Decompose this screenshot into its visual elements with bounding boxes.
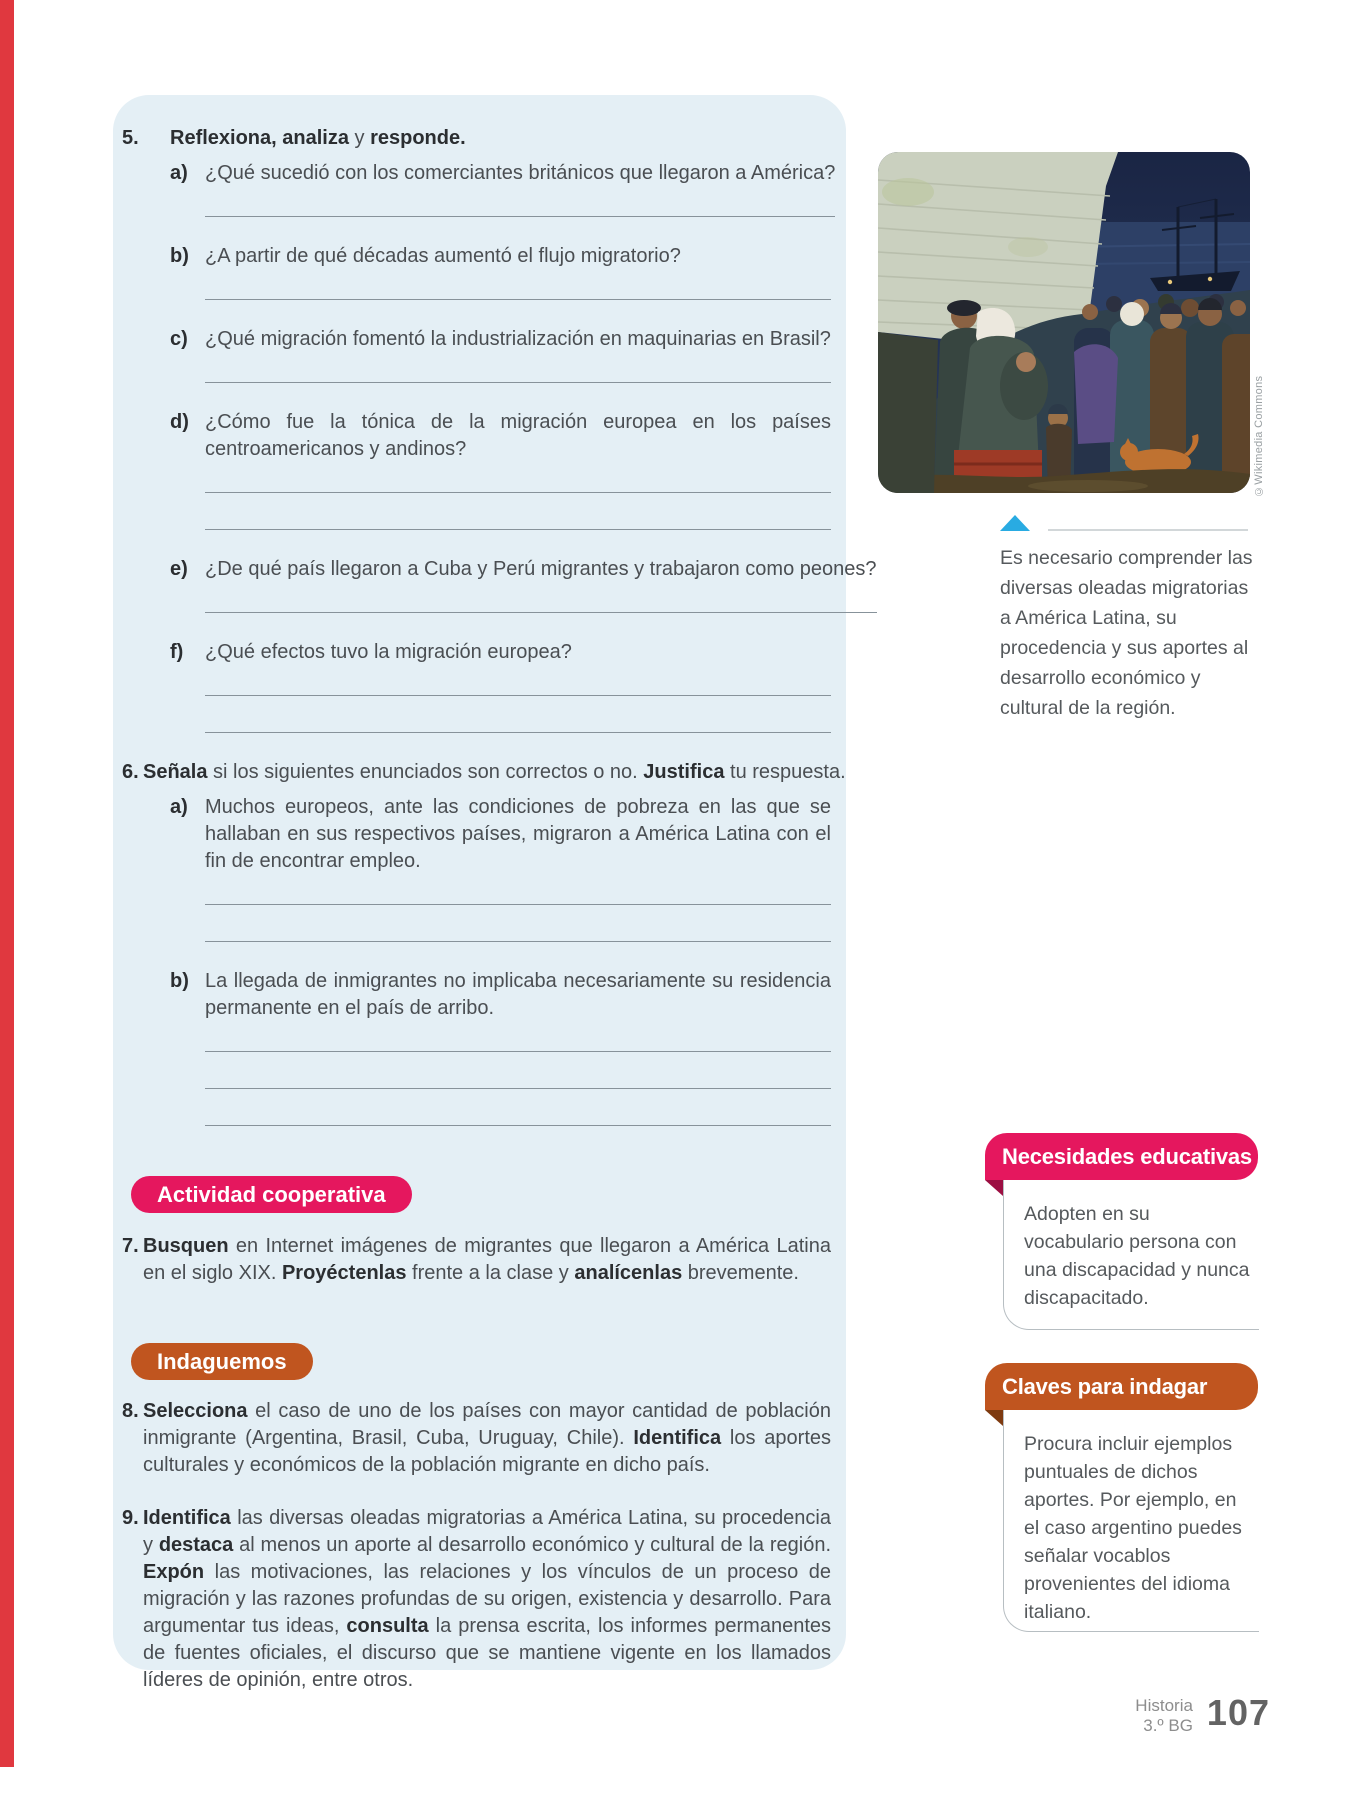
item-question: ¿De qué país llegaron a Cuba y Perú migrantes y trabajaron como peones? bbox=[205, 558, 877, 580]
keys-box-body: Procura incluir ejemplos puntuales de dichos aportes. Por ejemplo, en el caso argentino puedes señalar vocablos provenientes del idioma italiano. bbox=[1003, 1410, 1259, 1632]
answer-line bbox=[205, 583, 877, 613]
item-letter: b) bbox=[170, 245, 189, 267]
item-question: ¿Qué migración fomentó la industrialización en maquinarias en Brasil? bbox=[205, 328, 831, 350]
item-question: ¿Qué efectos tuvo la migración europea? bbox=[205, 641, 572, 663]
exercise-item bbox=[170, 794, 831, 942]
item-letter: b) bbox=[170, 970, 189, 992]
exercise-number: 8. bbox=[122, 1400, 139, 1422]
figure-credit: ©Wikimedia Commons bbox=[1253, 375, 1265, 497]
answer-line bbox=[205, 875, 831, 905]
exercise-item bbox=[170, 409, 831, 530]
item-letter: a) bbox=[170, 796, 188, 818]
exercise-6 bbox=[122, 759, 846, 786]
answer-line bbox=[205, 270, 831, 300]
page-edge-tab bbox=[0, 0, 14, 1767]
exercise-number: 5. bbox=[122, 127, 139, 149]
item-letter: d) bbox=[170, 411, 189, 433]
needs-box-header: Necesidades educativas bbox=[985, 1133, 1258, 1180]
exercise-item bbox=[170, 968, 831, 1126]
keys-box-header: Claves para indagar bbox=[985, 1363, 1258, 1410]
exercise-text: Busquen en Internet imágenes de migrantes que llegaron a América Latina en el siglo XIX. Proyéctenlas frente a la clase y analícenlas brevemente. bbox=[143, 1235, 831, 1284]
exercise-item bbox=[170, 556, 877, 613]
exercise-8 bbox=[122, 1398, 831, 1479]
item-statement: La llegada de inmigrantes no implicaba necesariamente su residencia permanente en el país de arribo. bbox=[205, 970, 831, 1019]
answer-line bbox=[205, 905, 831, 942]
needs-box-body: Adopten en su vocabulario persona con una discapacidad y nunca discapacitado. bbox=[1003, 1180, 1259, 1330]
exercise-number: 9. bbox=[122, 1507, 139, 1529]
answer-line bbox=[205, 463, 831, 493]
activities-panel bbox=[113, 95, 877, 1691]
answer-line bbox=[205, 353, 831, 383]
inquiry-badge: Indaguemos bbox=[131, 1343, 313, 1380]
exercise-item bbox=[170, 639, 831, 733]
exercise-title: Señala si los siguientes enunciados son correctos o no. Justifica tu respuesta. bbox=[143, 761, 846, 783]
exercise-item bbox=[170, 326, 831, 383]
answer-line bbox=[205, 1089, 831, 1126]
exercise-number: 7. bbox=[122, 1235, 139, 1257]
figure-caption: Es necesario comprender las diversas oleadas migratorias a América Latina, su procedencia y sus aportes al desarrollo económico y cultural de la región. bbox=[1000, 547, 1253, 719]
exercise-9 bbox=[122, 1505, 831, 1694]
answer-line bbox=[205, 493, 831, 530]
page-footer bbox=[1090, 1692, 1270, 1736]
item-letter: c) bbox=[170, 328, 188, 350]
footer-course-name: Historia bbox=[1135, 1696, 1193, 1715]
item-statement: Muchos europeos, ante las condiciones de pobreza en las que se hallaban en sus respectivos países, migraron a América Latina con el fin de encontrar empleo. bbox=[205, 796, 831, 872]
footer-grade: 3.º BG bbox=[1143, 1716, 1193, 1735]
exercise-text: Selecciona el caso de uno de los países con mayor cantidad de población inmigrante (Argentina, Brasil, Cuba, Uruguay, Chile). Identifica los aportes culturales y económicos de la población migrante en dicho país. bbox=[143, 1400, 831, 1476]
exercise-title: Reflexiona, analiza y responde. bbox=[170, 127, 466, 149]
keys-box-fold bbox=[985, 1410, 1003, 1426]
exercise-item bbox=[170, 243, 831, 300]
item-question: ¿Cómo fue la tónica de la migración europea en los países centroamericanos y andinos? bbox=[205, 411, 831, 460]
exercise-5 bbox=[122, 125, 831, 152]
needs-box-fold bbox=[985, 1180, 1003, 1196]
exercise-number: 6. bbox=[122, 761, 139, 783]
caption-rule bbox=[1048, 529, 1248, 531]
exercise-7 bbox=[122, 1233, 831, 1287]
answer-line bbox=[205, 1022, 831, 1052]
answer-line bbox=[205, 1052, 831, 1089]
exercise-item bbox=[170, 160, 836, 217]
answer-line bbox=[205, 666, 831, 696]
caption-marker-icon bbox=[1000, 515, 1030, 531]
item-letter: e) bbox=[170, 558, 188, 580]
footer-page-number: 107 bbox=[1206, 1692, 1270, 1733]
exercise-text: Identifica las diversas oleadas migratorias a América Latina, su procedencia y destaca al menos un aporte al desarrollo económico y cultural de la región. Expón las motivaciones, las relaciones y los vínculos de un proceso de migración y las razones profundas de su origen, existencia y desarrollo. Para argumentar tus ideas, consulta la prensa escrita, los informes permanentes de fuentes oficiales, el discurso que se mantiene vigente en los llamados líderes de opinión, entre otros. bbox=[143, 1507, 832, 1691]
footer-course bbox=[1135, 1696, 1193, 1736]
item-question: ¿A partir de qué décadas aumentó el flujo migratorio? bbox=[205, 245, 681, 267]
migrants-painting bbox=[878, 152, 1250, 493]
answer-line bbox=[205, 696, 831, 733]
item-question: ¿Qué sucedió con los comerciantes británicos que llegaron a América? bbox=[205, 162, 836, 184]
answer-line bbox=[205, 187, 835, 217]
item-letter: f) bbox=[170, 641, 184, 663]
item-letter: a) bbox=[170, 162, 188, 184]
cooperative-activity-badge: Actividad cooperativa bbox=[131, 1176, 412, 1213]
